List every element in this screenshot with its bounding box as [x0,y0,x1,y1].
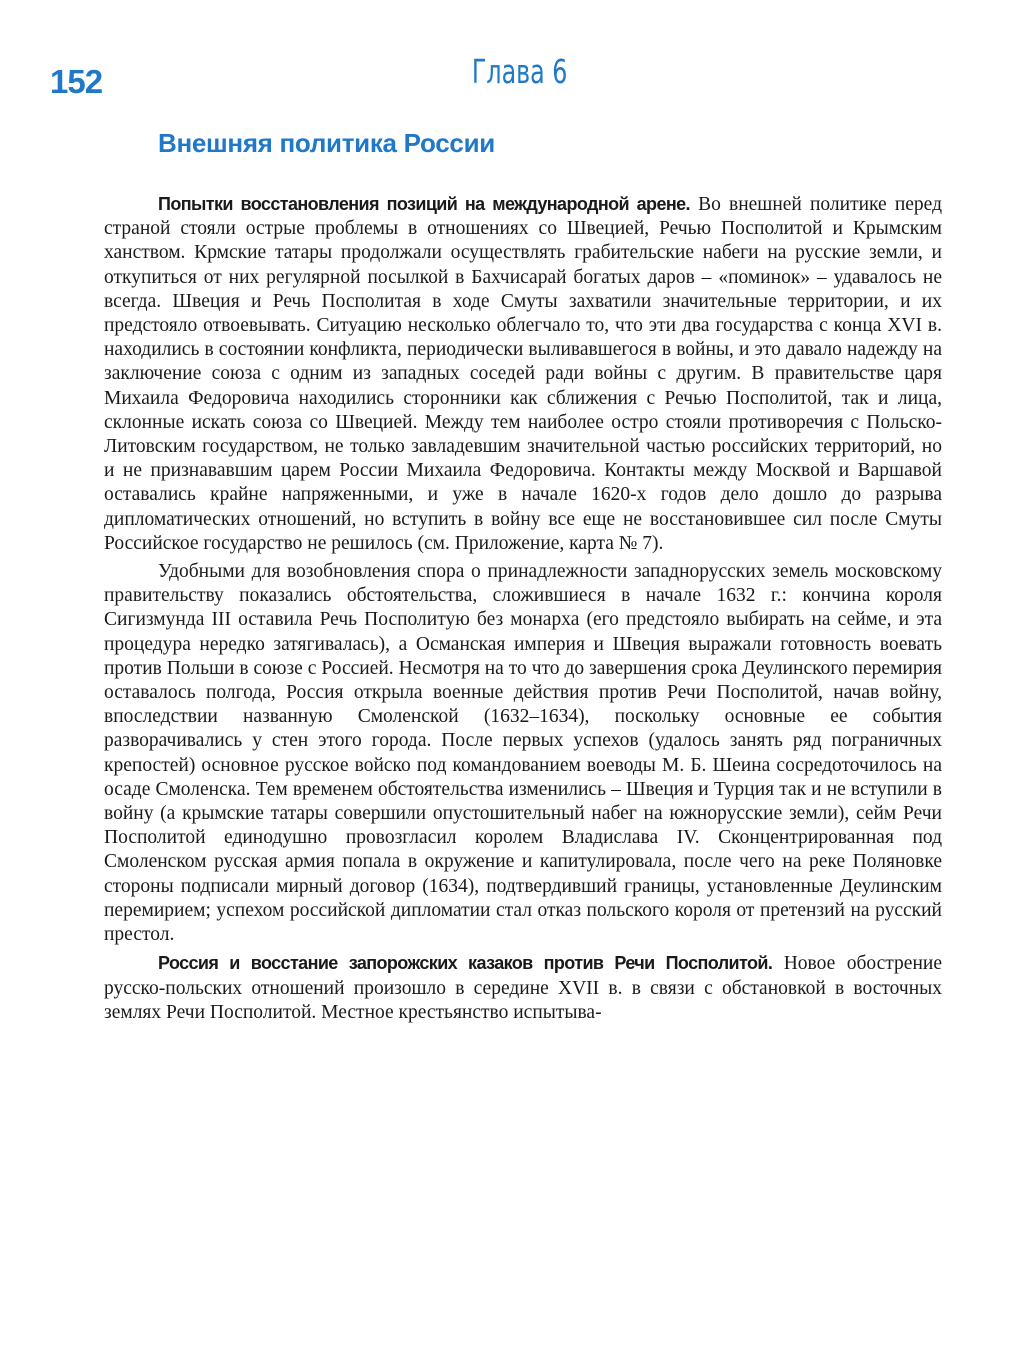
paragraph-1-lead: Попытки восстановления позиций на международной арене. [158,194,690,214]
paragraph-2 [104,560,942,947]
paragraph-2-text: Удобными для возобновления спора о принадлежности западнорусских земель московскому правительству показались обстоятельства, сложившиеся в начале 1632 г.: кончина короля Сигизмунда III оставила Речь Посполитую без монарха (его предстояло выбирать на сейме, и эта процедура нередко затягивалась), а Османская империя и Швеция выражали готовность воевать против Польши в союзе с Россией. Несмотря на то что до завершения срока Деулинского перемирия оставалось полгода, Россия открыла военные действия против Речи Посполитой, начав войну, впоследствии названную Смоленской (1632–1634), поскольку основные ее события разворачивались у стен этого города. После первых успехов (удалось занять ряд пограничных крепостей) основное русское войско под командованием воеводы М. Б. Шеина сосредоточилось на осаде Смоленска. Тем временем обстоятельства изменились – Швеция и Турция так и не вступили в войну (а крымские татары совершили опустошительный набег на южнорусские земли), сейм Речи Посполитой единодушно провозгласил королем Владислава IV. Сконцентрированная под Смоленском русская армия попала в окружение и капитулировала, после чего на реке Поляновке стороны подписали мирный договор (1634), подтвердивший границы, установленные Деулинским перемирием; успехом российской дипломатии стал отказ польского короля от претензий на русский престол. [104,561,942,946]
paragraph-3 [104,951,942,1025]
page-number: 152 [50,63,103,100]
paragraph-3-lead: Россия и восстание запорожских казаков против Речи Посполитой. [158,953,773,974]
paragraph-3-text: Новое обострение русско-польских отношений произошло в середине XVII в. в связи с обстановкой в восточных землях Речи Посполитой. Местное крестьянство испытыва- [104,953,942,1023]
chapter-heading: Глава 6 [471,52,568,91]
paragraph-1 [104,192,942,556]
section-title: Внешняя политика России [158,128,495,158]
body-text [104,192,942,1029]
paragraph-1-text: Во внешней политике перед страной стояли острые проблемы в отношениях со Швецией, Речью Посполитой и Крымским ханством. Крмские татары продолжали осуществлять грабительские набеги на русские земли, и откупиться от них регулярной посылкой в Бахчисарай богатых даров – «поминок» – удавалось не всегда. Швеция и Речь Посполитая в ходе Смуты захватили значительные территории, и их предстояло отвоевывать. Ситуацию несколько облегчало то, что эти два государства с конца XVI в. находились в состоянии конфликта, периодически выливавшегося в войны, и это давало надежду на заключение союза с одним из западных соседей ради войны с другим. В правительстве царя Михаила Федоровича находились сторонники как сближения с Речью Посполитой, так и лица, склонные искать союза со Швецией. Между тем наиболее остро стояли противоречия с Польско-Литовским государством, не только завладевшим значительной частью российских территорий, но и не признававшим царем России Михаила Федоровича. Контакты между Москвой и Варшавой оставались крайне напряженными, и уже в начале 1620-х годов дело дошло до разрыва дипломатических отношений, но вступить в войну все еще не восстановившее сил после Смуты Российское государство не решилось (см. Приложение, карта № 7). [104,194,943,554]
